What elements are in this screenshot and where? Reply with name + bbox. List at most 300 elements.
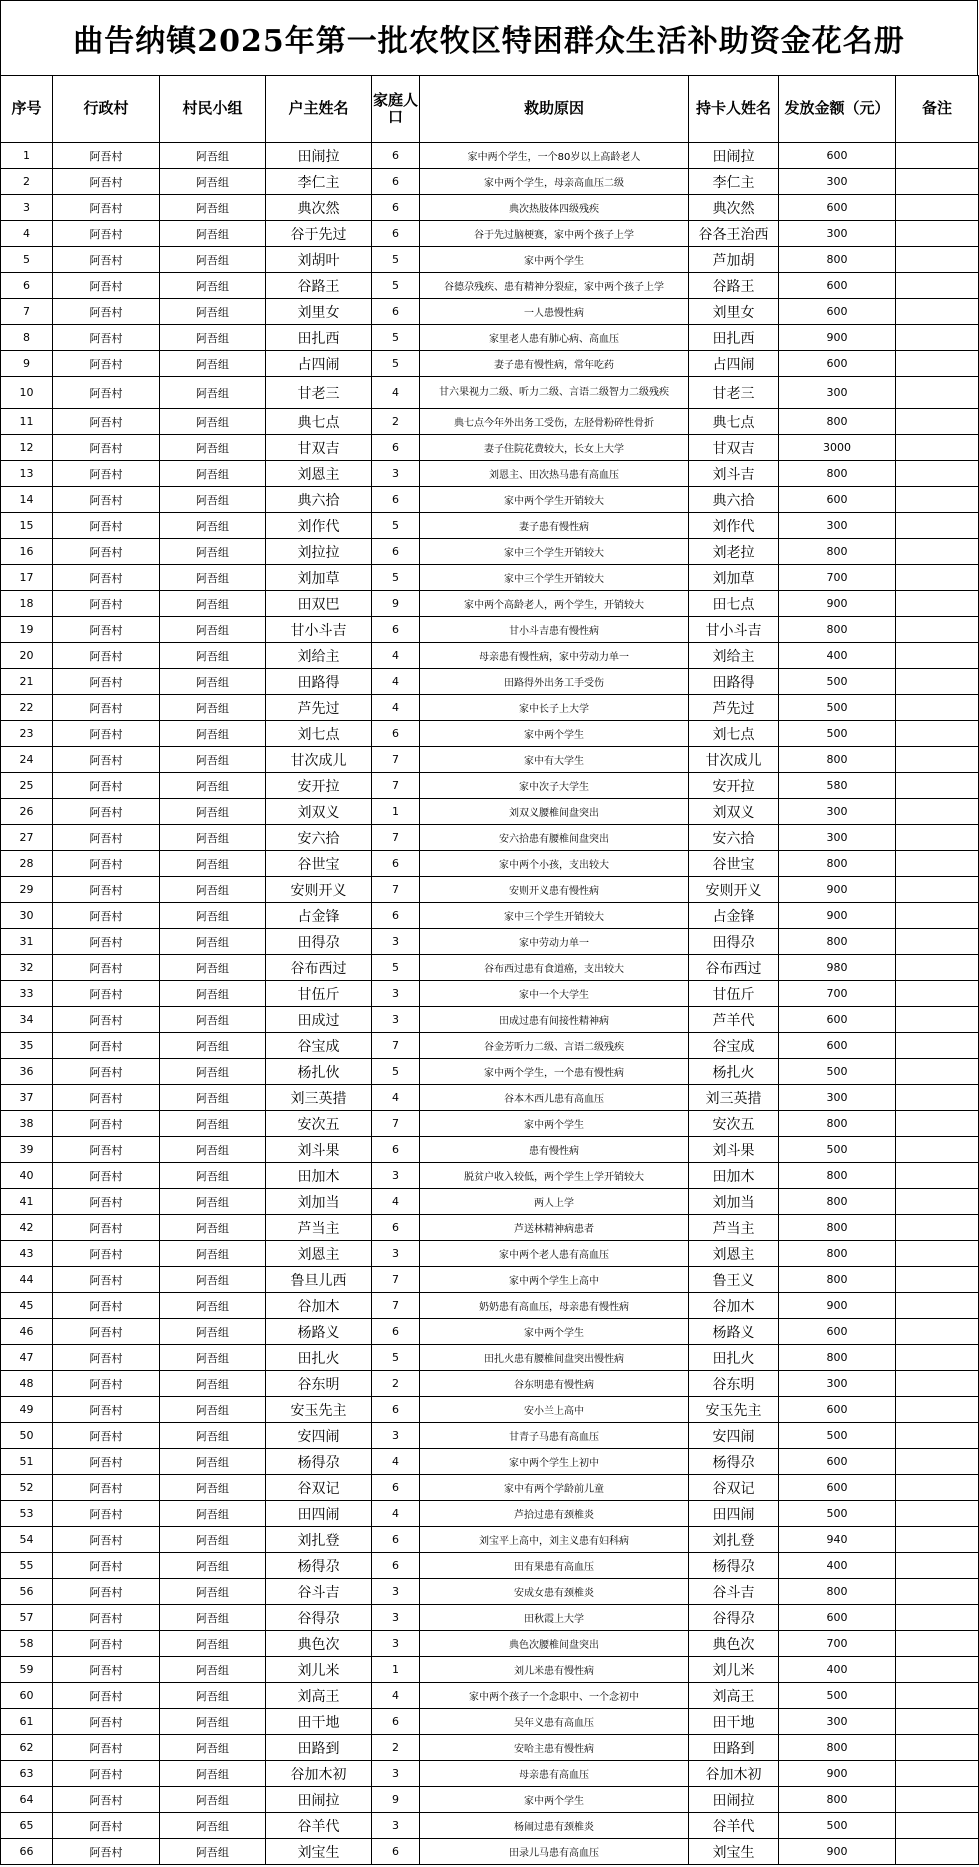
row-householder: 占金锋	[266, 903, 372, 929]
row-family-size: 4	[372, 669, 420, 695]
row-householder: 刘加草	[266, 565, 372, 591]
row-householder: 田闹拉	[266, 1787, 372, 1813]
row-index: 55	[1, 1553, 53, 1579]
row-village: 阿吾村	[53, 409, 160, 435]
row-group: 阿吾组	[160, 1423, 266, 1449]
row-cardholder: 李仁主	[689, 169, 779, 195]
row-cardholder: 田扎西	[689, 325, 779, 351]
row-index: 16	[1, 539, 53, 565]
row-index: 5	[1, 247, 53, 273]
row-group: 阿吾组	[160, 1371, 266, 1397]
table-row	[1, 1293, 979, 1319]
row-householder: 刘高王	[266, 1683, 372, 1709]
row-cardholder: 安开拉	[689, 773, 779, 799]
row-householder: 鲁旦儿西	[266, 1267, 372, 1293]
row-reason: 两人上学	[420, 1189, 689, 1215]
row-remarks	[896, 1345, 979, 1371]
row-householder: 安玉先主	[266, 1397, 372, 1423]
table-row	[1, 643, 979, 669]
row-householder: 谷加木	[266, 1293, 372, 1319]
row-remarks	[896, 1085, 979, 1111]
row-cardholder: 刘七点	[689, 721, 779, 747]
row-remarks	[896, 1371, 979, 1397]
row-reason: 家中两个孩子一个念职中、一个念初中	[420, 1683, 689, 1709]
row-village: 阿吾村	[53, 325, 160, 351]
table-row	[1, 955, 979, 981]
table-row	[1, 1813, 979, 1839]
row-reason: 典次热肢体四级残疾	[420, 195, 689, 221]
row-amount: 600	[779, 143, 896, 169]
row-householder: 田扎火	[266, 1345, 372, 1371]
row-reason: 刘双义腰椎间盘突出	[420, 799, 689, 825]
row-village: 阿吾村	[53, 1579, 160, 1605]
row-reason: 家中长子上大学	[420, 695, 689, 721]
row-index: 26	[1, 799, 53, 825]
row-reason: 母亲患有高血压	[420, 1761, 689, 1787]
row-cardholder: 芦加胡	[689, 247, 779, 273]
row-index: 61	[1, 1709, 53, 1735]
row-family-size: 3	[372, 1241, 420, 1267]
row-reason: 田秋霞上大学	[420, 1605, 689, 1631]
row-family-size: 5	[372, 565, 420, 591]
table-row	[1, 1137, 979, 1163]
row-reason: 妻子患有慢性病，常年吃药	[420, 351, 689, 377]
row-amount: 600	[779, 1449, 896, 1475]
row-amount: 800	[779, 1215, 896, 1241]
table-row	[1, 1605, 979, 1631]
row-family-size: 1	[372, 799, 420, 825]
row-village: 阿吾村	[53, 1813, 160, 1839]
row-amount: 800	[779, 1787, 896, 1813]
row-village: 阿吾村	[53, 1241, 160, 1267]
row-cardholder: 安次五	[689, 1111, 779, 1137]
row-amount: 900	[779, 1293, 896, 1319]
row-village: 阿吾村	[53, 377, 160, 409]
row-village: 阿吾村	[53, 773, 160, 799]
row-remarks	[896, 929, 979, 955]
table-row	[1, 247, 979, 273]
row-cardholder: 甘次成儿	[689, 747, 779, 773]
row-amount: 400	[779, 1657, 896, 1683]
row-village: 阿吾村	[53, 1059, 160, 1085]
row-amount: 600	[779, 273, 896, 299]
row-reason: 刘宝平上高中，刘主义患有妇科病	[420, 1527, 689, 1553]
row-remarks	[896, 721, 979, 747]
table-row	[1, 851, 979, 877]
row-cardholder: 田扎火	[689, 1345, 779, 1371]
row-index: 34	[1, 1007, 53, 1033]
row-householder: 甘小斗吉	[266, 617, 372, 643]
row-householder: 刘给主	[266, 643, 372, 669]
row-remarks	[896, 591, 979, 617]
row-index: 31	[1, 929, 53, 955]
row-remarks	[896, 1449, 979, 1475]
row-cardholder: 田七点	[689, 591, 779, 617]
row-village: 阿吾村	[53, 1553, 160, 1579]
row-family-size: 6	[372, 1475, 420, 1501]
row-group: 阿吾组	[160, 1657, 266, 1683]
table-row	[1, 669, 979, 695]
row-group: 阿吾组	[160, 747, 266, 773]
row-householder: 田四闹	[266, 1501, 372, 1527]
row-village: 阿吾村	[53, 825, 160, 851]
row-remarks	[896, 1527, 979, 1553]
table-row	[1, 221, 979, 247]
row-reason: 刘儿米患有慢性病	[420, 1657, 689, 1683]
row-amount: 700	[779, 981, 896, 1007]
row-group: 阿吾组	[160, 1813, 266, 1839]
row-family-size: 9	[372, 1787, 420, 1813]
row-village: 阿吾村	[53, 955, 160, 981]
row-cardholder: 谷世宝	[689, 851, 779, 877]
row-reason: 典色次腰椎间盘突出	[420, 1631, 689, 1657]
row-reason: 谷德尕残疾、患有精神分裂症，家中两个孩子上学	[420, 273, 689, 299]
row-family-size: 6	[372, 221, 420, 247]
row-index: 64	[1, 1787, 53, 1813]
row-remarks	[896, 1657, 979, 1683]
row-village: 阿吾村	[53, 1735, 160, 1761]
row-village: 阿吾村	[53, 669, 160, 695]
row-index: 24	[1, 747, 53, 773]
row-group: 阿吾组	[160, 1501, 266, 1527]
row-reason: 芦拾过患有颈椎炎	[420, 1501, 689, 1527]
table-row	[1, 143, 979, 169]
row-amount: 800	[779, 247, 896, 273]
row-village: 阿吾村	[53, 747, 160, 773]
row-index: 23	[1, 721, 53, 747]
row-village: 阿吾村	[53, 1449, 160, 1475]
row-index: 11	[1, 409, 53, 435]
row-cardholder: 刘斗果	[689, 1137, 779, 1163]
row-index: 66	[1, 1839, 53, 1865]
row-amount: 600	[779, 1475, 896, 1501]
row-index: 62	[1, 1735, 53, 1761]
row-group: 阿吾组	[160, 1475, 266, 1501]
row-cardholder: 典次然	[689, 195, 779, 221]
row-group: 阿吾组	[160, 435, 266, 461]
row-reason: 家中两个学生，一个患有慢性病	[420, 1059, 689, 1085]
row-group: 阿吾组	[160, 1215, 266, 1241]
row-remarks	[896, 1735, 979, 1761]
table-row	[1, 1579, 979, 1605]
row-family-size: 3	[372, 1631, 420, 1657]
row-family-size: 7	[372, 1033, 420, 1059]
row-reason: 刘恩主、田次热马患有高血压	[420, 461, 689, 487]
row-index: 13	[1, 461, 53, 487]
row-householder: 谷于先过	[266, 221, 372, 247]
table-row	[1, 1267, 979, 1293]
row-amount: 800	[779, 1735, 896, 1761]
row-index: 8	[1, 325, 53, 351]
row-householder: 谷宝成	[266, 1033, 372, 1059]
row-remarks	[896, 351, 979, 377]
row-family-size: 5	[372, 325, 420, 351]
row-amount: 600	[779, 299, 896, 325]
table-row	[1, 461, 979, 487]
header-reason: 救助原因	[420, 76, 689, 143]
row-index: 17	[1, 565, 53, 591]
row-cardholder: 刘儿米	[689, 1657, 779, 1683]
row-cardholder: 田闹拉	[689, 1787, 779, 1813]
row-group: 阿吾组	[160, 1267, 266, 1293]
row-index: 33	[1, 981, 53, 1007]
row-group: 阿吾组	[160, 1345, 266, 1371]
row-householder: 田路到	[266, 1735, 372, 1761]
row-remarks	[896, 1553, 979, 1579]
row-amount: 700	[779, 565, 896, 591]
row-village: 阿吾村	[53, 247, 160, 273]
row-amount: 600	[779, 1319, 896, 1345]
row-amount: 600	[779, 1007, 896, 1033]
row-amount: 500	[779, 1683, 896, 1709]
row-cardholder: 刘老拉	[689, 539, 779, 565]
row-remarks	[896, 221, 979, 247]
row-reason: 家中三个学生开销较大	[420, 539, 689, 565]
row-village: 阿吾村	[53, 1085, 160, 1111]
row-reason: 田有果患有高血压	[420, 1553, 689, 1579]
row-village: 阿吾村	[53, 1267, 160, 1293]
row-village: 阿吾村	[53, 721, 160, 747]
row-amount: 800	[779, 1111, 896, 1137]
row-cardholder: 甘伍斤	[689, 981, 779, 1007]
row-remarks	[896, 877, 979, 903]
table-row	[1, 409, 979, 435]
row-family-size: 6	[372, 195, 420, 221]
row-group: 阿吾组	[160, 325, 266, 351]
row-amount: 800	[779, 539, 896, 565]
row-group: 阿吾组	[160, 825, 266, 851]
row-cardholder: 谷得尕	[689, 1605, 779, 1631]
row-village: 阿吾村	[53, 461, 160, 487]
row-index: 36	[1, 1059, 53, 1085]
row-group: 阿吾组	[160, 1527, 266, 1553]
row-index: 28	[1, 851, 53, 877]
row-group: 阿吾组	[160, 1553, 266, 1579]
row-amount: 400	[779, 643, 896, 669]
row-index: 22	[1, 695, 53, 721]
row-group: 阿吾组	[160, 247, 266, 273]
row-remarks	[896, 1319, 979, 1345]
row-householder: 杨扎伙	[266, 1059, 372, 1085]
row-family-size: 6	[372, 487, 420, 513]
row-index: 2	[1, 169, 53, 195]
row-remarks	[896, 1215, 979, 1241]
row-village: 阿吾村	[53, 1761, 160, 1787]
row-village: 阿吾村	[53, 1397, 160, 1423]
row-amount: 500	[779, 1501, 896, 1527]
row-remarks	[896, 1267, 979, 1293]
row-amount: 600	[779, 1033, 896, 1059]
row-index: 50	[1, 1423, 53, 1449]
table-row	[1, 1839, 979, 1865]
row-family-size: 7	[372, 825, 420, 851]
row-reason: 家中两个学生	[420, 1787, 689, 1813]
row-remarks	[896, 1033, 979, 1059]
row-index: 10	[1, 377, 53, 409]
row-householder: 刘儿米	[266, 1657, 372, 1683]
row-cardholder: 谷东明	[689, 1371, 779, 1397]
row-reason: 田扎火患有腰椎间盘突出慢性病	[420, 1345, 689, 1371]
row-reason: 家中一个大学生	[420, 981, 689, 1007]
row-index: 21	[1, 669, 53, 695]
row-amount: 600	[779, 195, 896, 221]
row-family-size: 6	[372, 1709, 420, 1735]
row-cardholder: 甘老三	[689, 377, 779, 409]
row-reason: 家中两个老人患有高血压	[420, 1241, 689, 1267]
table-row	[1, 435, 979, 461]
row-group: 阿吾组	[160, 721, 266, 747]
row-family-size: 5	[372, 513, 420, 539]
row-remarks	[896, 169, 979, 195]
row-amount: 500	[779, 669, 896, 695]
row-amount: 900	[779, 1761, 896, 1787]
row-reason: 奶奶患有高血压，母亲患有慢性病	[420, 1293, 689, 1319]
row-remarks	[896, 435, 979, 461]
row-cardholder: 安则开义	[689, 877, 779, 903]
row-cardholder: 谷羊代	[689, 1813, 779, 1839]
row-reason: 田录儿马患有高血压	[420, 1839, 689, 1865]
table-row	[1, 773, 979, 799]
row-group: 阿吾组	[160, 377, 266, 409]
table-row	[1, 539, 979, 565]
row-group: 阿吾组	[160, 299, 266, 325]
row-index: 25	[1, 773, 53, 799]
table-row	[1, 695, 979, 721]
row-reason: 芦送林精神病患者	[420, 1215, 689, 1241]
row-village: 阿吾村	[53, 1345, 160, 1371]
row-village: 阿吾村	[53, 1319, 160, 1345]
table-row	[1, 1553, 979, 1579]
row-reason: 安则开义患有慢性病	[420, 877, 689, 903]
header-householder: 户主姓名	[266, 76, 372, 143]
header-group: 村民小组	[160, 76, 266, 143]
row-group: 阿吾组	[160, 1319, 266, 1345]
row-reason: 甘青子马患有高血压	[420, 1423, 689, 1449]
row-amount: 900	[779, 325, 896, 351]
row-householder: 田闹拉	[266, 143, 372, 169]
row-village: 阿吾村	[53, 1787, 160, 1813]
row-village: 阿吾村	[53, 221, 160, 247]
row-family-size: 4	[372, 1449, 420, 1475]
row-householder: 安开拉	[266, 773, 372, 799]
row-householder: 甘老三	[266, 377, 372, 409]
row-reason: 家中次子大学生	[420, 773, 689, 799]
row-village: 阿吾村	[53, 695, 160, 721]
row-group: 阿吾组	[160, 1631, 266, 1657]
row-group: 阿吾组	[160, 565, 266, 591]
row-group: 阿吾组	[160, 169, 266, 195]
table-row	[1, 1397, 979, 1423]
row-householder: 田路得	[266, 669, 372, 695]
row-remarks	[896, 539, 979, 565]
row-remarks	[896, 747, 979, 773]
row-group: 阿吾组	[160, 981, 266, 1007]
row-village: 阿吾村	[53, 169, 160, 195]
row-index: 35	[1, 1033, 53, 1059]
row-family-size: 6	[372, 903, 420, 929]
row-village: 阿吾村	[53, 513, 160, 539]
row-amount: 500	[779, 1059, 896, 1085]
table-row	[1, 1085, 979, 1111]
row-householder: 田扎西	[266, 325, 372, 351]
row-householder: 谷世宝	[266, 851, 372, 877]
row-householder: 刘拉拉	[266, 539, 372, 565]
row-remarks	[896, 1397, 979, 1423]
header-remarks: 备注	[896, 76, 979, 143]
row-family-size: 6	[372, 1319, 420, 1345]
row-amount: 600	[779, 487, 896, 513]
row-remarks	[896, 143, 979, 169]
row-village: 阿吾村	[53, 273, 160, 299]
row-cardholder: 刘作代	[689, 513, 779, 539]
row-amount: 500	[779, 1423, 896, 1449]
row-family-size: 5	[372, 955, 420, 981]
row-group: 阿吾组	[160, 669, 266, 695]
row-reason: 谷本木西儿患有高血压	[420, 1085, 689, 1111]
row-family-size: 3	[372, 1007, 420, 1033]
row-amount: 300	[779, 221, 896, 247]
table-row	[1, 1709, 979, 1735]
row-group: 阿吾组	[160, 1059, 266, 1085]
row-amount: 600	[779, 351, 896, 377]
row-remarks	[896, 955, 979, 981]
row-village: 阿吾村	[53, 565, 160, 591]
row-family-size: 6	[372, 617, 420, 643]
row-group: 阿吾组	[160, 617, 266, 643]
row-index: 43	[1, 1241, 53, 1267]
row-householder: 刘三英措	[266, 1085, 372, 1111]
row-cardholder: 安玉先主	[689, 1397, 779, 1423]
row-amount: 800	[779, 461, 896, 487]
row-index: 6	[1, 273, 53, 299]
header-row	[1, 76, 979, 143]
row-householder: 刘恩主	[266, 461, 372, 487]
row-cardholder: 典色次	[689, 1631, 779, 1657]
row-family-size: 6	[372, 1137, 420, 1163]
row-index: 18	[1, 591, 53, 617]
row-family-size: 6	[372, 1553, 420, 1579]
row-index: 56	[1, 1579, 53, 1605]
row-householder: 谷东明	[266, 1371, 372, 1397]
row-householder: 芦先过	[266, 695, 372, 721]
row-index: 48	[1, 1371, 53, 1397]
row-reason: 家中两个学生	[420, 1111, 689, 1137]
row-reason: 家中两个学生	[420, 1319, 689, 1345]
row-remarks	[896, 1501, 979, 1527]
table-row	[1, 877, 979, 903]
row-cardholder: 田路到	[689, 1735, 779, 1761]
row-remarks	[896, 1839, 979, 1865]
row-cardholder: 安四闹	[689, 1423, 779, 1449]
row-householder: 刘加当	[266, 1189, 372, 1215]
table-row	[1, 1189, 979, 1215]
table-row	[1, 273, 979, 299]
row-amount: 500	[779, 695, 896, 721]
row-remarks	[896, 695, 979, 721]
row-group: 阿吾组	[160, 851, 266, 877]
row-family-size: 6	[372, 539, 420, 565]
row-remarks	[896, 1813, 979, 1839]
row-cardholder: 谷路王	[689, 273, 779, 299]
row-index: 4	[1, 221, 53, 247]
row-amount: 3000	[779, 435, 896, 461]
row-remarks	[896, 1475, 979, 1501]
row-group: 阿吾组	[160, 1033, 266, 1059]
row-village: 阿吾村	[53, 1501, 160, 1527]
table-row	[1, 981, 979, 1007]
row-family-size: 4	[372, 377, 420, 409]
row-group: 阿吾组	[160, 461, 266, 487]
